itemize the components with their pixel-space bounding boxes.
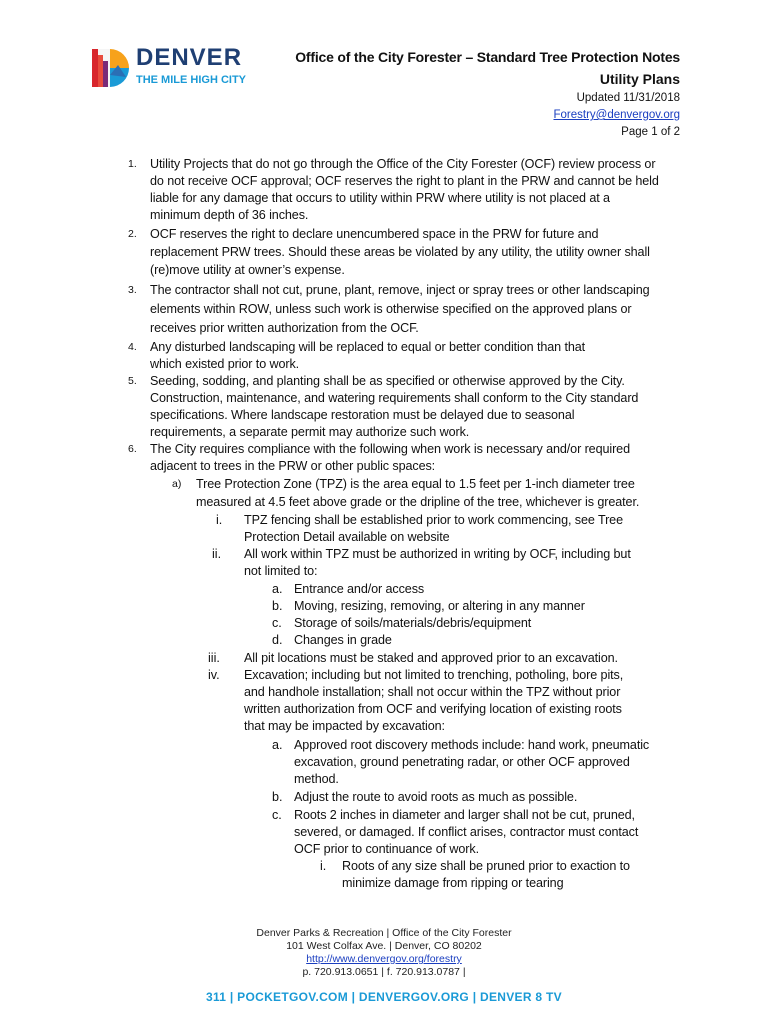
list-item-line: Utility Projects that do not go through the Office of the City Forester (OCF) review process or [150,157,656,171]
logo-tagline: THE MILE HIGH CITY [136,74,246,86]
list-item-line: excavation, ground penetrating radar, or other OCF approved [294,755,630,769]
list-marker: ii. [212,547,222,561]
list-marker: iii. [208,651,220,665]
list-item-line: which existed prior to work. [150,357,300,371]
list-item-line: method. [294,772,339,786]
list-item-line: Approved root discovery methods include: hand work, pneumatic [294,738,650,752]
list-marker: i. [320,859,327,873]
header-subtitle: Utility Plans [599,71,680,87]
footer-phone: p. 720.913.0651 | f. 720.913.0787 | [302,966,466,978]
list-marker: 5. [128,375,137,387]
list-item-line: specifications. Where landscape restoration must be delayed due to seasonal [150,408,575,422]
list-item-line: TPZ fencing shall be established prior to work commencing, see Tree [244,513,623,527]
footer-org: Denver Parks & Recreation | Office of the City Forester [256,927,512,939]
list-item-line: Changes in grade [294,633,392,647]
list-marker: 1. [128,158,137,170]
list-item-line: Protection Detail available on website [244,530,450,544]
list-item-line: Moving, resizing, removing, or altering in any manner [294,599,585,613]
list-item-line: written authorization from OCF and verifying location of existing roots [244,702,622,716]
list-item-line: The contractor shall not cut, prune, plant, remove, inject or spray trees or other landscaping [150,283,650,297]
footer-address: 101 West Colfax Ave. | Denver, CO 80202 [286,940,482,952]
list-item-line: elements within ROW, unless such work is otherwise specified on the approved plans or [150,302,632,316]
list-item-line: All work within TPZ must be authorized in writing by OCF, including but [244,547,631,561]
list-item-line: Adjust the route to avoid roots as much as possible. [294,790,578,804]
logo-name: DENVER [136,44,243,71]
list-item-line: severed, or damaged. If conflict arises, contractor must contact [294,825,639,839]
list-item-line: Any disturbed landscaping will be replaced to equal or better condition than that [150,340,586,354]
list-item-line: and handhole installation; shall not occur within the TPZ without prior [244,685,621,699]
footer-url-link[interactable]: http://www.denvergov.org/forestry [306,953,462,965]
list-item-line: replacement PRW trees. Should these areas be violated by any utility, the utility owner shall [150,245,650,259]
list-item-line: Roots 2 inches in diameter and larger shall not be cut, pruned, [294,808,635,822]
list-item-line: minimize damage from ripping or tearing [342,876,564,890]
footer-url [0,953,768,967]
list-item-line: Roots of any size shall be pruned prior to exaction to [342,859,630,873]
list-item-line: Construction, maintenance, and watering requirements shall conform to the City standard [150,391,639,405]
list-marker: 3. [128,284,137,296]
header-email-link[interactable]: Forestry@denvergov.org [553,109,680,121]
list-marker: d. [272,633,283,647]
list-marker: b. [272,599,283,613]
list-item-line: The City requires compliance with the following when work is necessary and/or required [150,442,630,456]
list-marker: a. [272,582,283,596]
list-item-line: Excavation; including but not limited to trenching, potholing, bore pits, [244,668,624,682]
list-marker: 2. [128,228,137,240]
header-title: Office of the City Forester – Standard Tree Protection Notes [295,49,680,65]
list-marker: c. [272,616,282,630]
list-item-line: do not receive OCF approval; OCF reserves the right to plant in the PRW and cannot be held [150,174,659,188]
list-marker: i. [216,513,223,527]
list-item-line: Storage of soils/materials/debris/equipment [294,616,532,630]
footer-links-bar: 311 | POCKETGOV.COM | DENVERGOV.ORG | DENVER 8 TV [206,990,562,1004]
list-item-line: receives prior written authorization from the OCF. [150,321,419,335]
list-item-line: All pit locations must be staked and approved prior to an excavation. [244,651,618,665]
list-item-line: measured at 4.5 feet above grade or the dripline of the tree, whichever is greater. [196,495,640,509]
list-item-line: adjacent to trees in the PRW or other public spaces: [150,459,436,473]
list-marker: iv. [208,668,220,682]
list-item-line: Seeding, sodding, and planting shall be as specified or otherwise approved by the City. [150,374,625,388]
header-updated: Updated 11/31/2018 [576,92,680,104]
list-item-line: Entrance and/or access [294,582,425,596]
list-item-line: OCF reserves the right to declare unencumbered space in the PRW for future and [150,227,599,241]
list-marker: 4. [128,341,137,353]
list-item-line: not limited to: [244,564,318,578]
list-item-line: OCF prior to continuance of work. [294,842,479,856]
list-marker: 6. [128,443,137,455]
list-marker: c. [272,808,282,822]
list-marker: a) [172,478,182,490]
list-marker: b. [272,790,283,804]
list-marker: a. [272,738,283,752]
list-item-line: liable for any damage that occurs to utility within PRW where utility is not placed at a [150,191,610,205]
list-item-line: requirements, a separate permit may authorize such work. [150,425,470,439]
list-item-line: minimum depth of 36 inches. [150,208,309,222]
list-item-line: that may be impacted by excavation: [244,719,445,733]
header-page-number: Page 1 of 2 [621,126,680,138]
list-item-line: Tree Protection Zone (TPZ) is the area equal to 1.5 feet per 1-inch diameter tree [196,477,635,491]
list-item-line: (re)move utility at owner’s expense. [150,263,345,277]
